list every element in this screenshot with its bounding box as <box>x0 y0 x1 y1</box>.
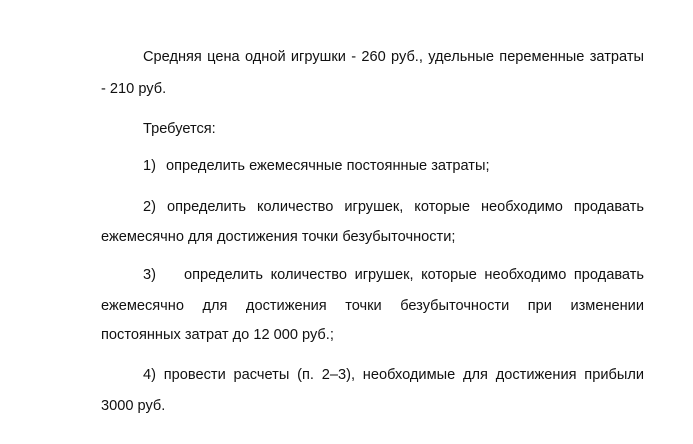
item-4-line-1: 4) провести расчеты (п. 2–3), необходимые для достижения прибыли <box>143 367 644 383</box>
item-1-text: определить ежемесячные постоянные затраты; <box>166 158 490 174</box>
item-2-line-1: 2) определить количество игрушек, которые необходимо продавать <box>143 199 644 215</box>
item-3-line-1: определить количество игрушек, которые необходимо продавать <box>184 267 644 283</box>
intro-line-2: - 210 руб. <box>101 81 167 97</box>
required-heading: Требуется: <box>143 121 216 137</box>
item-3-line-2: ежемесячно для достижения точки безубыточности при изменении <box>101 298 644 314</box>
item-3-line-3: постоянных затрат до 12 000 руб.; <box>101 327 334 343</box>
intro-line-1: Средняя цена одной игрушки - 260 руб., удельные переменные затраты <box>143 49 644 65</box>
item-2-line-2: ежемесячно для достижения точки безубыточности; <box>101 229 456 245</box>
item-4-line-2: 3000 руб. <box>101 398 166 414</box>
item-1-number: 1) <box>143 158 156 174</box>
item-3-number: 3) <box>143 267 156 283</box>
